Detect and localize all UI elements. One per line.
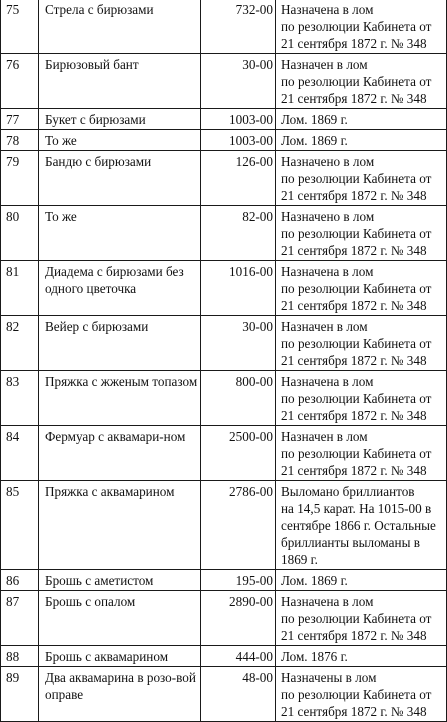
note-line: 21 сентября 1872 г. № 348 [281,704,427,719]
note-line: 21 сентября 1872 г. № 348 [281,91,427,106]
table-row [1,646,447,667]
item-note-cell [276,0,447,54]
item-price-cell: 444-00 [201,646,276,667]
item-number-cell: 85 [1,481,39,570]
note-line: по резолюции Кабинета от [281,611,432,626]
table-row [1,151,447,206]
table-row [1,591,447,646]
table-row [1,667,447,722]
note-line: 1869 г. [281,552,318,567]
item-number-cell: 84 [1,426,39,481]
item-price-cell: 30-00 [201,54,276,109]
item-note-cell [276,54,447,109]
item-name-cell: Диадема с бирюзами без одного цветочка [39,261,201,316]
item-price-cell: 2500-00 [201,426,276,481]
note-line: 21 сентября 1872 г. № 348 [281,243,427,258]
item-price-cell: 800-00 [201,371,276,426]
item-number-cell: 76 [1,54,39,109]
item-price-cell: 82-00 [201,206,276,261]
item-name-cell: То же [39,130,201,151]
item-note-cell [276,426,447,481]
note-line: Лом. 1869 г. [281,112,348,127]
note-line: Назначен в лом [281,429,368,444]
note-line: Выломано бриллиантов [281,484,415,499]
note-line: сентябре 1866 г. Остальные [281,518,436,533]
table-row [1,54,447,109]
note-line: 21 сентября 1872 г. № 348 [281,298,427,313]
table-row [1,481,447,570]
item-number-cell: 79 [1,151,39,206]
item-note-cell [276,316,447,371]
item-name-cell: Вейер с бирюзами [39,316,201,371]
item-name-cell: Брошь с аметистом [39,570,201,591]
note-line: 21 сентября 1872 г. № 348 [281,36,427,51]
note-line: Назначены в лом [281,670,377,685]
note-line: по резолюции Кабинета от [281,391,432,406]
item-name-cell: Два аквамарина в розо-вой оправе [39,667,201,722]
item-name-cell: Пряжка с жженым топазом [39,371,201,426]
item-name-cell: Брошь с аквамарином [39,646,201,667]
note-line: 21 сентября 1872 г. № 348 [281,463,427,478]
item-price-cell: 30-00 [201,316,276,371]
item-number-cell: 87 [1,591,39,646]
item-name-cell: Бандю с бирюзами [39,151,201,206]
table-row [1,426,447,481]
table-body [1,0,447,722]
note-line: на 14,5 карат. На 1015-00 в [281,501,432,516]
item-number-cell: 81 [1,261,39,316]
note-line: по резолюции Кабинета от [281,446,432,461]
note-line: Лом. 1869 г. [281,133,348,148]
note-line: Назначено в лом [281,154,375,169]
table-row [1,371,447,426]
note-line: по резолюции Кабинета от [281,226,432,241]
item-name-cell: То же [39,206,201,261]
item-number-cell: 77 [1,109,39,130]
item-price-cell: 1016-00 [201,261,276,316]
note-line: Назначена в лом [281,264,374,279]
note-line: Назначена в лом [281,594,374,609]
note-line: 21 сентября 1872 г. № 348 [281,408,427,423]
item-number-cell: 82 [1,316,39,371]
item-price-cell: 732-00 [201,0,276,54]
table-row [1,130,447,151]
note-line: Назначено в лом [281,209,375,224]
item-number-cell: 80 [1,206,39,261]
item-name-cell: Букет с бирюзами [39,109,201,130]
table-row [1,0,447,54]
item-number-cell: 86 [1,570,39,591]
table-row [1,109,447,130]
item-name-cell: Пряжка с аквамарином [39,481,201,570]
note-line: по резолюции Кабинета от [281,281,432,296]
item-price-cell: 1003-00 [201,109,276,130]
note-line: по резолюции Кабинета от [281,687,432,702]
item-price-cell: 2786-00 [201,481,276,570]
item-note-cell [276,481,447,570]
item-note-cell [276,206,447,261]
item-number-cell: 88 [1,646,39,667]
note-line: 21 сентября 1872 г. № 348 [281,353,427,368]
table-row [1,316,447,371]
note-line: 21 сентября 1872 г. № 348 [281,628,427,643]
item-number-cell: 75 [1,0,39,54]
note-line: Назначен в лом [281,319,368,334]
item-number-cell: 78 [1,130,39,151]
note-line: по резолюции Кабинета от [281,171,432,186]
item-note-cell [276,130,447,151]
table-row [1,206,447,261]
item-price-cell: 48-00 [201,667,276,722]
item-price-cell: 126-00 [201,151,276,206]
note-line: Назначен в лом [281,57,368,72]
item-price-cell: 195-00 [201,570,276,591]
item-note-cell [276,261,447,316]
item-note-cell [276,646,447,667]
note-line: по резолюции Кабинета от [281,19,432,34]
item-note-cell [276,371,447,426]
item-name-cell: Фермуар с аквамари-ном [39,426,201,481]
item-note-cell [276,667,447,722]
item-price-cell: 2890-00 [201,591,276,646]
note-line: Назначена в лом [281,374,374,389]
item-name-cell: Стрела с бирюзами [39,0,201,54]
note-line: 21 сентября 1872 г. № 348 [281,188,427,203]
note-line: Лом. 1876 г. [281,649,348,664]
item-name-cell: Брошь с опалом [39,591,201,646]
item-note-cell [276,151,447,206]
item-note-cell [276,591,447,646]
table-row [1,570,447,591]
note-line: Лом. 1869 г. [281,573,348,588]
item-number-cell: 83 [1,371,39,426]
item-note-cell [276,109,447,130]
item-name-cell: Бирюзовый бант [39,54,201,109]
item-note-cell [276,570,447,591]
table-row [1,261,447,316]
note-line: бриллианты выломаны в [281,535,420,550]
note-line: по резолюции Кабинета от [281,74,432,89]
note-line: по резолюции Кабинета от [281,336,432,351]
item-price-cell: 1003-00 [201,130,276,151]
item-number-cell: 89 [1,667,39,722]
note-line: Назначена в лом [281,2,374,17]
